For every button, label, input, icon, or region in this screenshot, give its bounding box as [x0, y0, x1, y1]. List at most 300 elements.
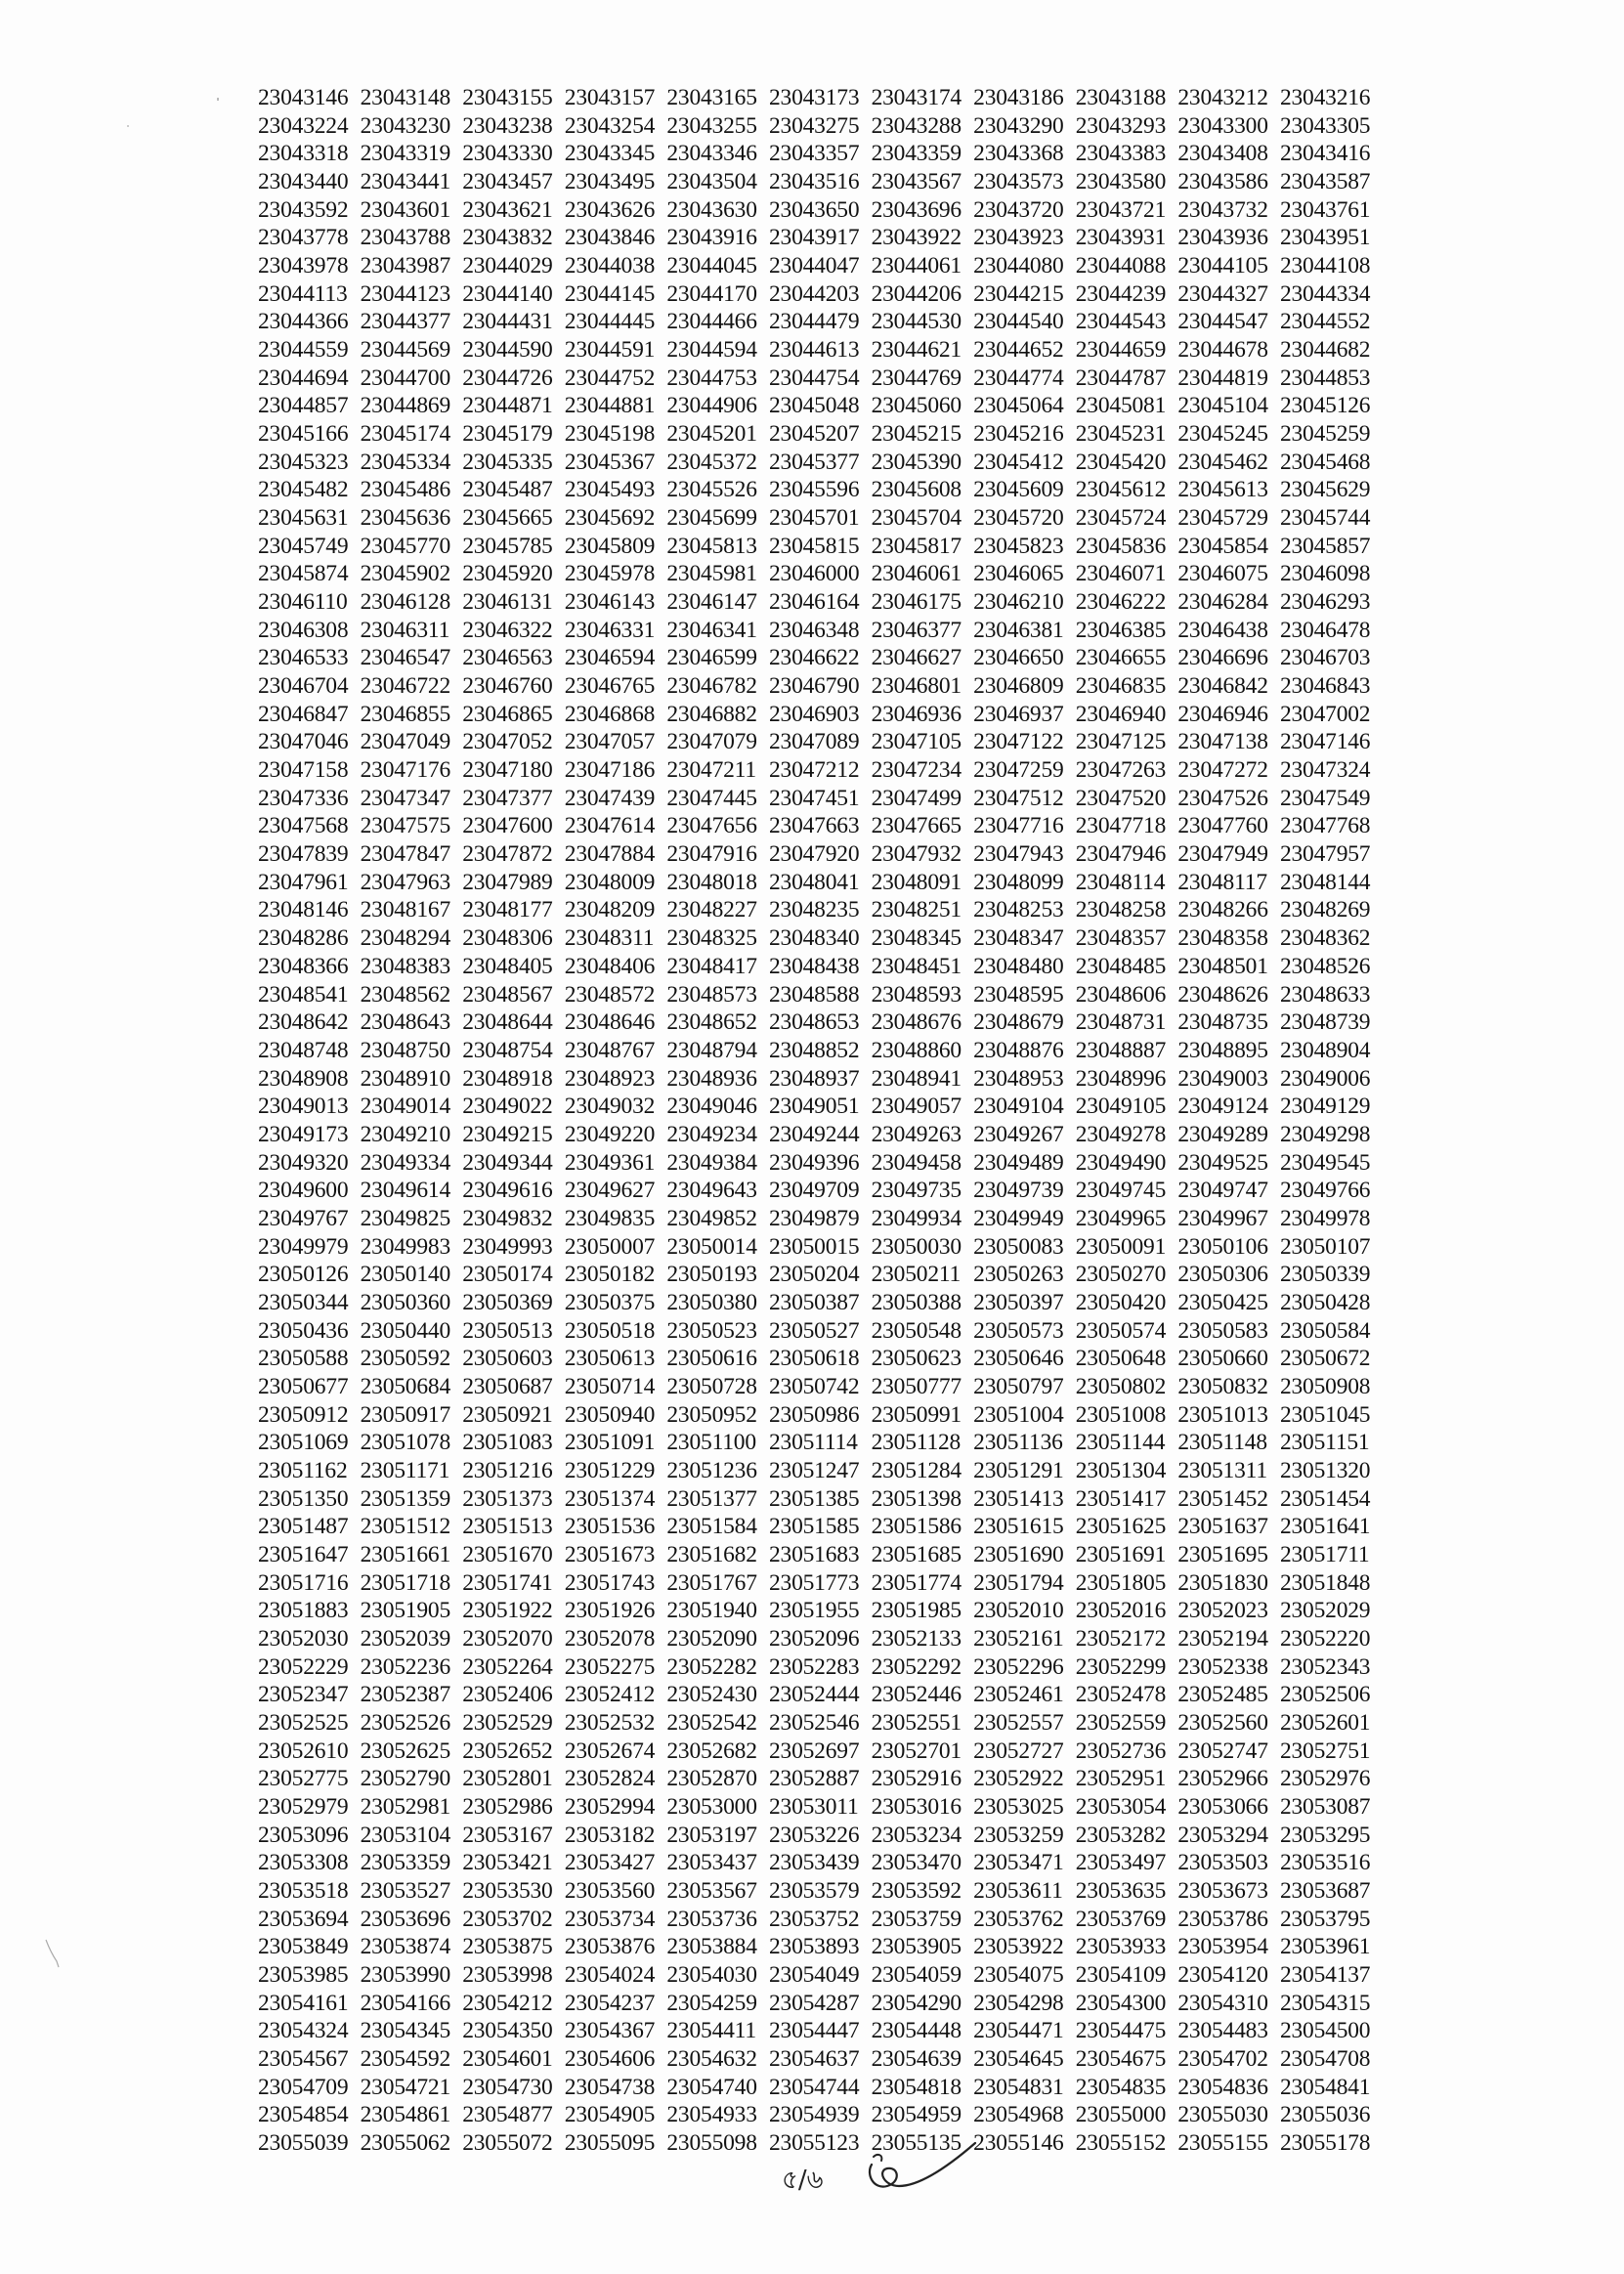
- roll-number-cell: 23050527: [768, 1317, 860, 1344]
- roll-number-cell: 23052194: [1177, 1625, 1268, 1652]
- roll-number-cell: 23052986: [462, 1793, 553, 1820]
- roll-number-cell: 23053470: [871, 1850, 962, 1876]
- roll-number-cell: 23047079: [666, 729, 757, 755]
- roll-number-cell: 23052751: [1279, 1738, 1371, 1764]
- roll-number-cell: 23052542: [666, 1709, 757, 1736]
- roll-number-cell: 23052625: [360, 1738, 450, 1764]
- roll-number-cell: 23049745: [1075, 1178, 1167, 1204]
- roll-number-cell: 23052697: [768, 1738, 860, 1764]
- roll-number-cell: 23048643: [360, 1009, 450, 1036]
- roll-number-cell: 23052546: [768, 1709, 860, 1736]
- roll-row: [258, 1205, 1383, 1233]
- roll-number-cell: 23053696: [360, 1906, 450, 1932]
- roll-number-cell: 23052966: [1177, 1766, 1268, 1792]
- roll-number-cell: 23044682: [1279, 337, 1371, 364]
- roll-number-cell: 23051767: [666, 1569, 757, 1596]
- roll-number-cell: 23054137: [1279, 1962, 1371, 1989]
- roll-number-cell: 23052461: [973, 1682, 1064, 1708]
- roll-number-cell: 23044206: [871, 280, 962, 307]
- roll-number-cell: 23054933: [666, 2102, 757, 2128]
- roll-number-cell: 23043148: [360, 85, 450, 110]
- roll-number-cell: 23053673: [1177, 1878, 1268, 1904]
- roll-number-cell: 23044145: [564, 280, 656, 307]
- roll-number-cell: 23043923: [973, 225, 1064, 251]
- roll-number-cell: 23054500: [1279, 2018, 1371, 2044]
- roll-number-cell: 23049600: [258, 1178, 349, 1204]
- roll-number-cell: 23053087: [1279, 1793, 1371, 1820]
- roll-number-cell: 23054831: [973, 2074, 1064, 2100]
- roll-number-cell: 23049825: [360, 1205, 450, 1231]
- roll-number-cell: 23048653: [768, 1009, 860, 1036]
- roll-number-cell: 23051940: [666, 1598, 757, 1624]
- roll-number-cell: 23049244: [768, 1121, 860, 1147]
- roll-number-cell: 23052674: [564, 1738, 656, 1764]
- roll-number-cell: 23047259: [973, 757, 1064, 784]
- roll-row: [258, 1709, 1383, 1738]
- roll-number-cell: 23043345: [564, 141, 656, 167]
- roll-number-cell: 23048572: [564, 981, 656, 1008]
- roll-row: [258, 701, 1383, 729]
- roll-number-cell: 23052526: [360, 1709, 450, 1736]
- roll-number-cell: 23053884: [666, 1934, 757, 1960]
- roll-number-cell: 23054740: [666, 2074, 757, 2100]
- roll-number-cell: 23048731: [1075, 1009, 1167, 1036]
- roll-row: [258, 168, 1383, 196]
- roll-number-cell: 23051385: [768, 1485, 860, 1512]
- roll-number-cell: 23053197: [666, 1822, 757, 1848]
- roll-number-cell: 23048366: [258, 953, 349, 979]
- roll-number-cell: 23043318: [258, 141, 349, 167]
- roll-number-cell: 23051013: [1177, 1401, 1268, 1428]
- roll-number-cell: 23050574: [1075, 1317, 1167, 1344]
- roll-number-cell: 23047211: [666, 757, 756, 784]
- roll-number-cell: 23050623: [871, 1346, 962, 1372]
- roll-row: [258, 1625, 1383, 1653]
- roll-number-cell: 23046385: [1075, 617, 1167, 643]
- roll-number-cell: 23046164: [768, 589, 860, 616]
- roll-number-cell: 23051718: [360, 1569, 450, 1596]
- roll-row: [258, 1401, 1383, 1430]
- roll-number-cell: 23044431: [462, 309, 553, 335]
- roll-number-cell: 23045493: [564, 477, 656, 503]
- roll-number-cell: 23052682: [666, 1738, 757, 1764]
- roll-number-cell: 23052096: [768, 1625, 860, 1652]
- roll-number-cell: 23046331: [564, 617, 656, 643]
- roll-number-cell: 23043936: [1177, 225, 1268, 251]
- roll-number-cell: 23049614: [360, 1178, 450, 1204]
- roll-number-cell: 23052343: [1279, 1653, 1371, 1680]
- roll-number-cell: 23048588: [768, 981, 860, 1008]
- roll-number-cell: 23046703: [1279, 645, 1371, 671]
- roll-number-cell: 23050263: [973, 1262, 1064, 1288]
- roll-number-cell: 23044140: [462, 280, 553, 307]
- roll-number-cell: 23047600: [462, 813, 553, 839]
- roll-number-cell: 23049934: [871, 1205, 962, 1231]
- roll-number-cell: 23053000: [666, 1793, 757, 1820]
- roll-number-cell: 23051216: [462, 1457, 553, 1483]
- roll-number-cell: 23050523: [666, 1317, 757, 1344]
- roll-number-cell: 23054606: [564, 2046, 656, 2073]
- roll-number-cell: 23054350: [462, 2018, 553, 2044]
- roll-number-cell: 23046061: [871, 561, 962, 587]
- roll-number-cell: 23047916: [666, 841, 757, 868]
- roll-number-cell: 23053849: [258, 1934, 349, 1960]
- roll-number-cell: 23045665: [462, 505, 553, 532]
- roll-number-cell: 23049643: [666, 1178, 757, 1204]
- roll-number-cell: 23046563: [462, 645, 553, 671]
- roll-number-cell: 23051454: [1279, 1485, 1371, 1512]
- roll-number-cell: 23043157: [564, 85, 656, 110]
- roll-number-cell: 23046835: [1075, 673, 1167, 700]
- roll-number-cell: 23049879: [768, 1205, 860, 1231]
- roll-number-cell: 23053687: [1279, 1878, 1371, 1904]
- roll-number-cell: 23053530: [462, 1878, 553, 1904]
- roll-number-cell: 23048735: [1177, 1009, 1268, 1036]
- roll-number-cell: 23044080: [973, 253, 1064, 279]
- roll-number-cell: 23048091: [871, 869, 962, 895]
- roll-number-cell: 23047347: [360, 785, 450, 811]
- roll-number-cell: 23046438: [1177, 617, 1268, 643]
- roll-number-cell: 23053752: [768, 1906, 860, 1932]
- roll-number-cell: 23045487: [462, 477, 553, 503]
- roll-number-cell: 23044700: [360, 365, 450, 391]
- roll-number-cell: 23043592: [258, 196, 349, 223]
- roll-number-cell: 23048345: [871, 925, 962, 952]
- roll-number-cell: 23047336: [258, 785, 349, 811]
- roll-number-cell: 23048306: [462, 925, 553, 952]
- roll-number-cell: 23045390: [871, 449, 962, 475]
- roll-number-cell: 23050921: [462, 1401, 553, 1428]
- roll-number-cell: 23046704: [258, 673, 349, 700]
- roll-number-cell: 23050613: [564, 1346, 656, 1372]
- roll-number-cell: 23049766: [1279, 1178, 1371, 1204]
- roll-number-cell: 23043441: [360, 169, 450, 195]
- roll-number-cell: 23051377: [666, 1485, 757, 1512]
- roll-number-cell: 23047146: [1279, 729, 1371, 755]
- roll-number-cell: 23051673: [564, 1541, 656, 1567]
- roll-number-cell: 23052016: [1075, 1598, 1167, 1624]
- roll-number-cell: 23054059: [871, 1962, 962, 1989]
- roll-number-cell: 23044105: [1177, 253, 1268, 279]
- roll-row: [258, 1289, 1383, 1317]
- roll-number-cell: 23044871: [462, 393, 553, 419]
- roll-number-cell: 23043319: [360, 141, 450, 167]
- roll-number-cell: 23049263: [871, 1121, 962, 1147]
- roll-number-cell: 23054109: [1075, 1962, 1167, 1989]
- roll-number-cell: 23046175: [871, 589, 962, 616]
- roll-row: [258, 617, 1383, 645]
- roll-row: [258, 1121, 1383, 1149]
- signature-icon: [860, 2135, 1006, 2204]
- roll-number-cell: 23050007: [564, 1233, 656, 1260]
- roll-number-cell: 23050592: [360, 1346, 450, 1372]
- roll-number-cell: 23054471: [973, 2018, 1064, 2044]
- roll-number-cell: 23053985: [258, 1962, 349, 1989]
- roll-number-cell: 23054632: [666, 2046, 757, 2073]
- roll-row: [258, 1177, 1383, 1205]
- roll-number-cell: 23054744: [768, 2074, 860, 2100]
- roll-number-cell: 23048748: [258, 1037, 349, 1063]
- roll-number-cell: 23053759: [871, 1906, 962, 1932]
- roll-number-cell: 23050387: [768, 1289, 860, 1315]
- roll-number-cell: 23053016: [871, 1793, 962, 1820]
- roll-number-cell: 23048405: [462, 953, 553, 979]
- roll-number-cell: 23047718: [1075, 813, 1167, 839]
- roll-number-cell: 23051151: [1279, 1430, 1370, 1456]
- roll-number-cell: 23043916: [666, 225, 757, 251]
- roll-number-cell: 23052070: [462, 1625, 553, 1652]
- roll-number-cell: 23052236: [360, 1653, 450, 1680]
- roll-number-cell: 23051148: [1177, 1430, 1267, 1456]
- roll-number-cell: 23054259: [666, 1990, 757, 2016]
- roll-number-cell: 23052161: [973, 1625, 1064, 1652]
- roll-number-cell: 23053893: [768, 1934, 860, 1960]
- roll-number-cell: 23045216: [973, 421, 1064, 448]
- roll-number-cell: 23054601: [462, 2046, 553, 2073]
- roll-number-cell: 23052994: [564, 1793, 656, 1820]
- roll-number-cell: 23046341: [666, 617, 757, 643]
- roll-number-cell: 23043368: [973, 141, 1064, 167]
- roll-number-cell: 23048895: [1177, 1037, 1268, 1063]
- roll-number-cell: 23044029: [462, 253, 553, 279]
- roll-number-cell: 23047158: [258, 757, 349, 784]
- roll-number-cell: 23046311: [360, 617, 450, 643]
- roll-number-cell: 23043696: [871, 196, 962, 223]
- roll-number-cell: 23047057: [564, 729, 656, 755]
- roll-number-cell: 23046381: [973, 617, 1064, 643]
- roll-number-cell: 23043216: [1279, 85, 1371, 110]
- roll-number-cell: 23049458: [871, 1149, 962, 1176]
- roll-number-cell: 23051695: [1177, 1541, 1268, 1567]
- roll-number-rows: [258, 84, 1383, 2158]
- roll-number-cell: 23043288: [871, 112, 962, 139]
- roll-number-cell: 23045813: [666, 533, 757, 559]
- roll-number-cell: 23051743: [564, 1569, 656, 1596]
- roll-number-cell: 23045323: [258, 449, 349, 475]
- roll-number-cell: 23049057: [871, 1094, 962, 1120]
- roll-number-cell: 23050991: [871, 1401, 962, 1428]
- roll-number-cell: 23051741: [462, 1569, 553, 1596]
- roll-row: [258, 1429, 1383, 1457]
- roll-number-cell: 23052976: [1279, 1766, 1371, 1792]
- roll-number-cell: 23043720: [973, 196, 1064, 223]
- roll-number-cell: 23043495: [564, 169, 656, 195]
- roll-number-cell: 23051805: [1075, 1569, 1167, 1596]
- roll-number-cell: 23054708: [1279, 2046, 1371, 2073]
- roll-number-cell: 23048501: [1177, 953, 1268, 979]
- roll-number-cell: 23048541: [258, 981, 349, 1008]
- roll-number-cell: 23050684: [360, 1373, 450, 1399]
- roll-number-cell: 23046855: [360, 701, 450, 727]
- roll-number-cell: 23043987: [360, 253, 450, 279]
- roll-number-cell: 23043359: [871, 141, 962, 167]
- roll-number-cell: 23054637: [768, 2046, 860, 2073]
- roll-number-cell: 23051883: [258, 1598, 349, 1624]
- roll-number-cell: 23048739: [1279, 1009, 1371, 1036]
- roll-row: [258, 2045, 1383, 2074]
- roll-number-cell: 23046128: [360, 589, 450, 616]
- roll-number-cell: 23044530: [871, 309, 962, 335]
- roll-number-cell: 23053579: [768, 1878, 860, 1904]
- roll-number-cell: 23047499: [871, 785, 962, 811]
- roll-number-cell: 23047176: [360, 757, 450, 784]
- roll-number-cell: 23053592: [871, 1878, 962, 1904]
- roll-number-cell: 23048996: [1075, 1065, 1167, 1092]
- roll-number-cell: 23049210: [360, 1121, 450, 1147]
- roll-number-cell: 23053905: [871, 1934, 962, 1960]
- roll-number-cell: 23049173: [258, 1121, 349, 1147]
- roll-number-cell: 23050646: [973, 1346, 1064, 1372]
- roll-row: [258, 2074, 1383, 2102]
- roll-number-cell: 23053611: [973, 1878, 1063, 1904]
- roll-number-cell: 23055152: [1075, 2130, 1167, 2157]
- roll-number-cell: 23045817: [871, 533, 962, 559]
- roll-row: [258, 280, 1383, 309]
- roll-number-cell: 23051114: [768, 1430, 858, 1456]
- roll-row: [258, 1373, 1383, 1401]
- roll-number-cell: 23047002: [1279, 701, 1371, 727]
- roll-number-cell: 23053954: [1177, 1934, 1268, 1960]
- roll-number-cell: 23051487: [258, 1514, 349, 1540]
- roll-number-cell: 23045636: [360, 505, 450, 532]
- roll-number-cell: 23054367: [564, 2018, 656, 2044]
- roll-number-cell: 23050140: [360, 1262, 450, 1288]
- roll-number-cell: 23050802: [1075, 1373, 1167, 1399]
- roll-number-cell: 23043922: [871, 225, 962, 251]
- roll-number-cell: 23054166: [360, 1990, 450, 2016]
- roll-number-cell: 23047884: [564, 841, 656, 868]
- roll-number-cell: 23048325: [666, 925, 757, 952]
- roll-number-cell: 23050777: [871, 1373, 962, 1399]
- roll-number-cell: 23053066: [1177, 1793, 1268, 1820]
- roll-number-cell: 23045701: [768, 505, 860, 532]
- roll-number-cell: 23054290: [871, 1990, 962, 2016]
- roll-row: [258, 1233, 1383, 1262]
- roll-number-cell: 23048294: [360, 925, 450, 952]
- roll-number-cell: 23050211: [871, 1262, 962, 1288]
- roll-number-cell: 23055123: [768, 2130, 860, 2157]
- roll-number-cell: 23054836: [1177, 2074, 1268, 2100]
- roll-number-cell: 23052090: [666, 1625, 757, 1652]
- roll-number-cell: 23043586: [1177, 169, 1268, 195]
- roll-row: [258, 644, 1383, 672]
- roll-number-cell: 23051091: [564, 1430, 656, 1456]
- roll-row: [258, 756, 1383, 785]
- roll-number-cell: 23046210: [973, 589, 1064, 616]
- roll-number-cell: 23045259: [1279, 421, 1371, 448]
- roll-number-cell: 23049993: [462, 1233, 553, 1260]
- roll-number-cell: 23049739: [973, 1178, 1064, 1204]
- roll-number-cell: 23044088: [1075, 253, 1167, 279]
- roll-number-cell: 23053308: [258, 1850, 349, 1876]
- roll-number-cell: 23049490: [1075, 1149, 1167, 1176]
- roll-number-cell: 23045815: [768, 533, 860, 559]
- roll-number-cell: 23043254: [564, 112, 656, 139]
- roll-row: [258, 728, 1383, 756]
- roll-number-cell: 23052801: [462, 1766, 553, 1792]
- roll-number-cell: 23043732: [1177, 196, 1268, 223]
- roll-number-cell: 23047872: [462, 841, 553, 868]
- roll-number-cell: 23055146: [973, 2130, 1064, 2157]
- roll-number-cell: 23054959: [871, 2102, 962, 2128]
- roll-number-cell: 23047451: [768, 785, 860, 811]
- roll-number-cell: 23051162: [258, 1457, 348, 1483]
- roll-row: [258, 953, 1383, 981]
- roll-number-cell: 23046946: [1177, 701, 1268, 727]
- roll-number-cell: 23045372: [666, 449, 757, 475]
- roll-number-cell: 23053786: [1177, 1906, 1268, 1932]
- roll-number-cell: 23053769: [1075, 1906, 1167, 1932]
- roll-number-cell: 23045770: [360, 533, 450, 559]
- roll-number-cell: 23045874: [258, 561, 349, 587]
- roll-number-cell: 23050388: [871, 1289, 962, 1315]
- roll-number-cell: 23048918: [462, 1065, 553, 1092]
- roll-number-cell: 23052775: [258, 1766, 349, 1792]
- roll-number-cell: 23046622: [768, 645, 860, 671]
- roll-number-cell: 23053497: [1075, 1850, 1167, 1876]
- roll-number-cell: 23052560: [1177, 1709, 1268, 1736]
- roll-number-cell: 23045526: [666, 477, 757, 503]
- roll-number-cell: 23045744: [1279, 505, 1371, 532]
- roll-number-cell: 23044769: [871, 365, 962, 391]
- roll-number-cell: 23049129: [1279, 1094, 1371, 1120]
- roll-row: [258, 1008, 1383, 1037]
- roll-number-cell: 23052347: [258, 1682, 349, 1708]
- roll-number-cell: 23053795: [1279, 1906, 1371, 1932]
- roll-number-cell: 23049361: [564, 1149, 656, 1176]
- roll-number-cell: 23051536: [564, 1514, 656, 1540]
- roll-number-cell: 23050306: [1177, 1262, 1268, 1288]
- roll-number-cell: 23050030: [871, 1233, 962, 1260]
- roll-number-cell: 23047957: [1279, 841, 1371, 868]
- roll-number-cell: 23055039: [258, 2130, 349, 2157]
- roll-row: [258, 1990, 1383, 2018]
- roll-number-cell: 23053933: [1075, 1934, 1167, 1960]
- roll-number-cell: 23043761: [1279, 196, 1371, 223]
- roll-number-cell: 23052529: [462, 1709, 553, 1736]
- roll-number-cell: 23045174: [360, 421, 450, 448]
- roll-number-cell: 23050513: [462, 1317, 553, 1344]
- roll-number-cell: 23043917: [768, 225, 860, 251]
- roll-number-cell: 23043224: [258, 112, 349, 139]
- roll-number-cell: 23043165: [666, 85, 757, 110]
- roll-number-cell: 23051247: [768, 1457, 860, 1483]
- roll-number-cell: 23043305: [1279, 112, 1371, 139]
- roll-number-cell: 23049003: [1177, 1065, 1268, 1092]
- roll-number-cell: 23044479: [768, 309, 860, 335]
- roll-number-cell: 23049298: [1279, 1121, 1371, 1147]
- roll-number-cell: 23054567: [258, 2046, 349, 2073]
- roll-number-cell: 23050616: [666, 1346, 757, 1372]
- roll-number-cell: 23048567: [462, 981, 553, 1008]
- roll-number-cell: 23050106: [1177, 1233, 1268, 1260]
- roll-number-cell: 23047377: [462, 785, 553, 811]
- roll-number-cell: 23052010: [973, 1598, 1064, 1624]
- roll-number-cell: 23044559: [258, 337, 349, 364]
- roll-number-cell: 23054721: [360, 2074, 450, 2100]
- roll-number-cell: 23046882: [666, 701, 757, 727]
- roll-number-cell: 23046322: [462, 617, 553, 643]
- roll-number-cell: 23048904: [1279, 1037, 1371, 1063]
- roll-number-cell: 23043587: [1279, 169, 1371, 195]
- roll-number-cell: 23043778: [258, 225, 349, 251]
- roll-number-cell: 23049747: [1177, 1178, 1268, 1204]
- roll-number-cell: 23051926: [564, 1598, 656, 1624]
- roll-number-cell: 23047932: [871, 841, 962, 868]
- roll-number-cell: 23048018: [666, 869, 757, 895]
- roll-row: [258, 112, 1383, 141]
- roll-number-cell: 23051985: [871, 1598, 962, 1624]
